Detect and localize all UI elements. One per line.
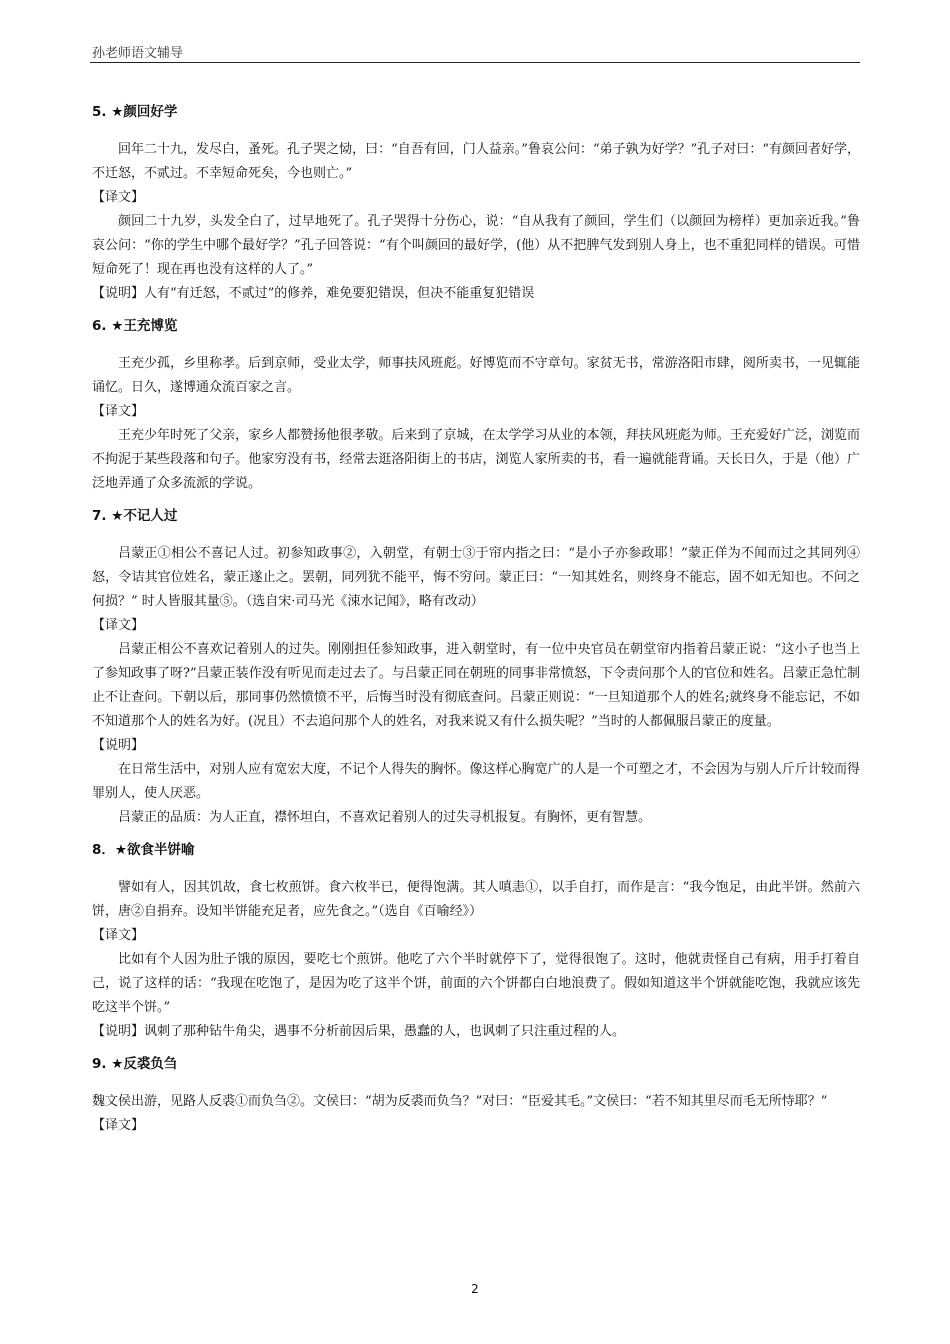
translation-text: 吕蒙正相公不喜欢记着别人的过失。刚刚担任参知政事，进入朝堂时，有一位中央官员在朝堂帘内指着吕蒙正说：“这小子也当上了参知政事了呀?”吕蒙正装作没有听见而走过去了。与吕蒙正同在朝班的同事非常愤怒，下令责问那个人的官位和姓名。吕蒙正急忙制止不让查问。下朝以后，那同事仍然愤愤不平，后悔当时没有彻底查问。吕蒙正则说：“一旦知道那个人的姓名;就终身不能忘记，不如不知道那个人的姓名为好。(况且）不去追问那个人的姓名，对我来说又有什么损失呢？”当时的人都佩服吕蒙正的度量。 — [92, 642, 860, 729]
translation-text: 颜回二十九岁，头发全白了，过早地死了。孔子哭得十分伤心，说：“自从我有了颜回，学生们（以颜回为榜样）更加亲近我。”鲁哀公问：“你的学生中哪个最好学？”孔子回答说：“有个叫颜回的最好学，(他）从不把脾气发到别人身上，也不重犯同样的错误。可惜短命死了！现在再也没有这样的人了。” — [92, 214, 860, 277]
original-text: 譬如有人，因其饥故，食七枚煎饼。食六枚半已，便得饱满。其人嗔恚①，以手自打，而作是言：“我今饱足，由此半饼。然前六饼，唐②自捐弃。设知半饼能充足者，应先食之。”（选自《百喻经》） — [92, 880, 860, 919]
section-title: 9. ★反裘负刍 — [92, 1056, 178, 1072]
section-title: 6. ★王充博览 — [92, 318, 178, 334]
original-text: 王充少孤，乡里称孝。后到京师，受业太学，师事扶风班彪。好博览而不守章句。家贫无书，常游洛阳市肆，阅所卖书，一见辄能诵忆。日久，遂博通众流百家之言。 — [92, 356, 860, 395]
translation-text: 王充少年时死了父亲，家乡人都赞扬他很孝敬。后来到了京城，在太学学习从业的本领，拜扶风班彪为师。王充爱好广泛，浏览而不拘泥于某些段落和句子。他家穷没有书，经常去逛洛阳街上的书店，浏览人家所卖的书，看一遍就能背诵。天长日久，于是（他）广泛地弄通了众多流派的学说。 — [92, 428, 860, 491]
translation-text: 比如有个人因为肚子饿的原因，要吃七个煎饼。他吃了六个半时就停下了，觉得很饱了。这时，他就责怪自己有病，用手打着自己，说了这样的话：“我现在吃饱了，是因为吃了这半个饼，前面的六个饼都白白地浪费了。假如知道这半个饼就能吃饱，我就应该先吃这半个饼。” — [92, 952, 860, 1015]
note-paragraph: 在日常生活中，对别人应有宽宏大度，不记个人得失的胸怀。像这样心胸宽广的人是一个可塑之才，不会因为与别人斤斤计较而得罪别人，使人厌恶。 — [92, 762, 860, 801]
translation-label: 【译文】 — [92, 618, 145, 633]
page-header — [90, 40, 860, 63]
translation-label: 【译文】 — [92, 1118, 145, 1133]
original-text: 回年二十九，发尽白，蚤死。孔子哭之恸，曰：“自吾有回，门人益亲。”鲁哀公问：“弟子孰为好学？”孔子对曰：“有颜回者好学，不迁怒，不贰过。不幸短命死矣，今也则亡。” — [92, 142, 860, 181]
original-text: 吕蒙正①相公不喜记人过。初参知政事②，入朝堂，有朝士③于帘内指之曰：“是小子亦参政耶！”蒙正佯为不闻而过之其同列④怒，令诘其官位姓名，蒙正遂止之。罢朝，同列犹不能平，悔不穷问。蒙正曰：“一知其姓名，则终身不能忘，固不如无知也。不问之何损？” 时人皆服其量⑤。（选自宋·司马光《涑水记闻》，略有改动） — [92, 546, 860, 609]
note-text: 【说明】讽刺了那种钻牛角尖，遇事不分析前因后果，愚蠢的人，也讽刺了只注重过程的人。 — [92, 1024, 626, 1039]
section-title: 5. ★颜回好学 — [92, 104, 178, 120]
translation-label: 【译文】 — [92, 190, 145, 205]
section-title: 7. ★不记人过 — [92, 508, 178, 524]
original-text: 魏文侯出游，见路人反裘①而负刍②。文侯曰：“胡为反裘而负刍？”对曰：“臣爱其毛。”文侯曰：“若不知其里尽而毛无所恃耶？” — [92, 1094, 828, 1109]
note-paragraph: 吕蒙正的品质：为人正直，襟怀坦白，不喜欢记着别人的过失寻机报复。有胸怀，更有智慧。 — [118, 810, 652, 825]
translation-label: 【译文】 — [92, 404, 145, 419]
note-text: 【说明】人有“有迁怒，不贰过”的修养，难免要犯错误，但决不能重复犯错误 — [92, 286, 535, 301]
note-label: 【说明】 — [92, 738, 145, 753]
section-title: 8．★欲食半饼喻 — [92, 842, 195, 858]
page-number: 2 — [471, 1282, 479, 1296]
header-title: 孙老师语文辅导 — [92, 46, 184, 61]
document-body — [92, 100, 860, 1138]
translation-label: 【译文】 — [92, 928, 145, 943]
